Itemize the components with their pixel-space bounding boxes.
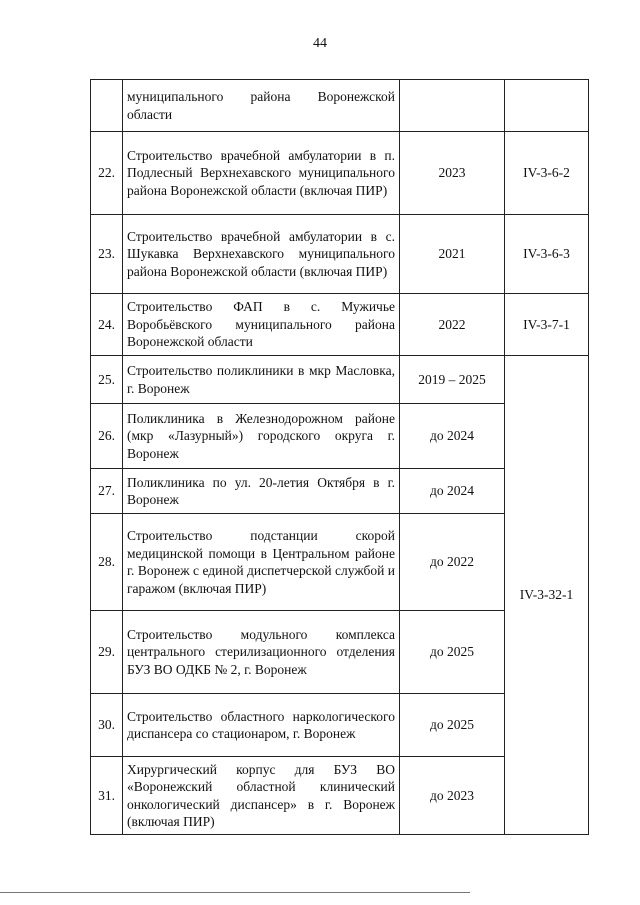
object-name: муниципального района Воронежской области	[123, 80, 400, 132]
row-number: 24.	[91, 294, 123, 356]
deadline: до 2024	[400, 469, 505, 514]
object-name: Строительство ФАП в с. Мужичье Воробьёвского муниципального района Воронежской области	[123, 294, 400, 356]
row-number: 23.	[91, 215, 123, 294]
row-number: 29.	[91, 611, 123, 694]
page-number: 44	[313, 36, 327, 51]
object-name: Строительство врачебной амбулатории в с. Шукавка Верхнехавского муниципального района Воронежской области (включая ПИР)	[123, 215, 400, 294]
deadline: до 2025	[400, 694, 505, 757]
row-number: 27.	[91, 469, 123, 514]
object-name: Строительство поликлиники в мкр Масловка, г. Воронеж	[123, 356, 400, 404]
object-name: Хирургический корпус для БУЗ ВО «Воронежский областной клинический онкологический диспансер» в г. Воронеж (включая ПИР)	[123, 757, 400, 835]
row-number: 28.	[91, 514, 123, 611]
scan-edge-line	[0, 892, 470, 893]
object-name: Строительство модульного комплекса центрального стерилизационного отделения БУЗ ВО ОДКБ № 2, г. Воронеж	[123, 611, 400, 694]
row-number: 26.	[91, 404, 123, 469]
table-row	[91, 294, 589, 356]
program-code	[505, 80, 589, 132]
deadline: до 2023	[400, 757, 505, 835]
deadline: до 2025	[400, 611, 505, 694]
object-name: Строительство врачебной амбулатории в п. Подлесный Верхнехавского муниципального района Воронежской области (включая ПИР)	[123, 132, 400, 215]
row-number: 30.	[91, 694, 123, 757]
deadline: 2019 – 2025	[400, 356, 505, 404]
program-code: IV-3-32-1	[505, 356, 589, 835]
deadline	[400, 80, 505, 132]
object-name: Поликлиника в Железнодорожном районе (мкр «Лазурный») городского округа г. Воронеж	[123, 404, 400, 469]
object-name: Строительство областного наркологического диспансера со стационаром, г. Воронеж	[123, 694, 400, 757]
deadline: до 2022	[400, 514, 505, 611]
program-code: IV-3-7-1	[505, 294, 589, 356]
program-code: IV-3-6-3	[505, 215, 589, 294]
row-number: 25.	[91, 356, 123, 404]
program-code: IV-3-6-2	[505, 132, 589, 215]
row-number	[91, 80, 123, 132]
row-number: 31.	[91, 757, 123, 835]
deadline: до 2024	[400, 404, 505, 469]
deadline: 2021	[400, 215, 505, 294]
object-name: Поликлиника по ул. 20-летия Октября в г. Воронеж	[123, 469, 400, 514]
table-row	[91, 132, 589, 215]
row-number: 22.	[91, 132, 123, 215]
table-row	[91, 215, 589, 294]
deadline: 2023	[400, 132, 505, 215]
object-name: Строительство подстанции скорой медицинской помощи в Центральном районе г. Воронеж с единой диспетчерской службой и гаражом (включая ПИР)	[123, 514, 400, 611]
table-row	[91, 356, 589, 404]
deadline: 2022	[400, 294, 505, 356]
table-row	[91, 80, 589, 132]
facilities-table	[90, 79, 589, 835]
